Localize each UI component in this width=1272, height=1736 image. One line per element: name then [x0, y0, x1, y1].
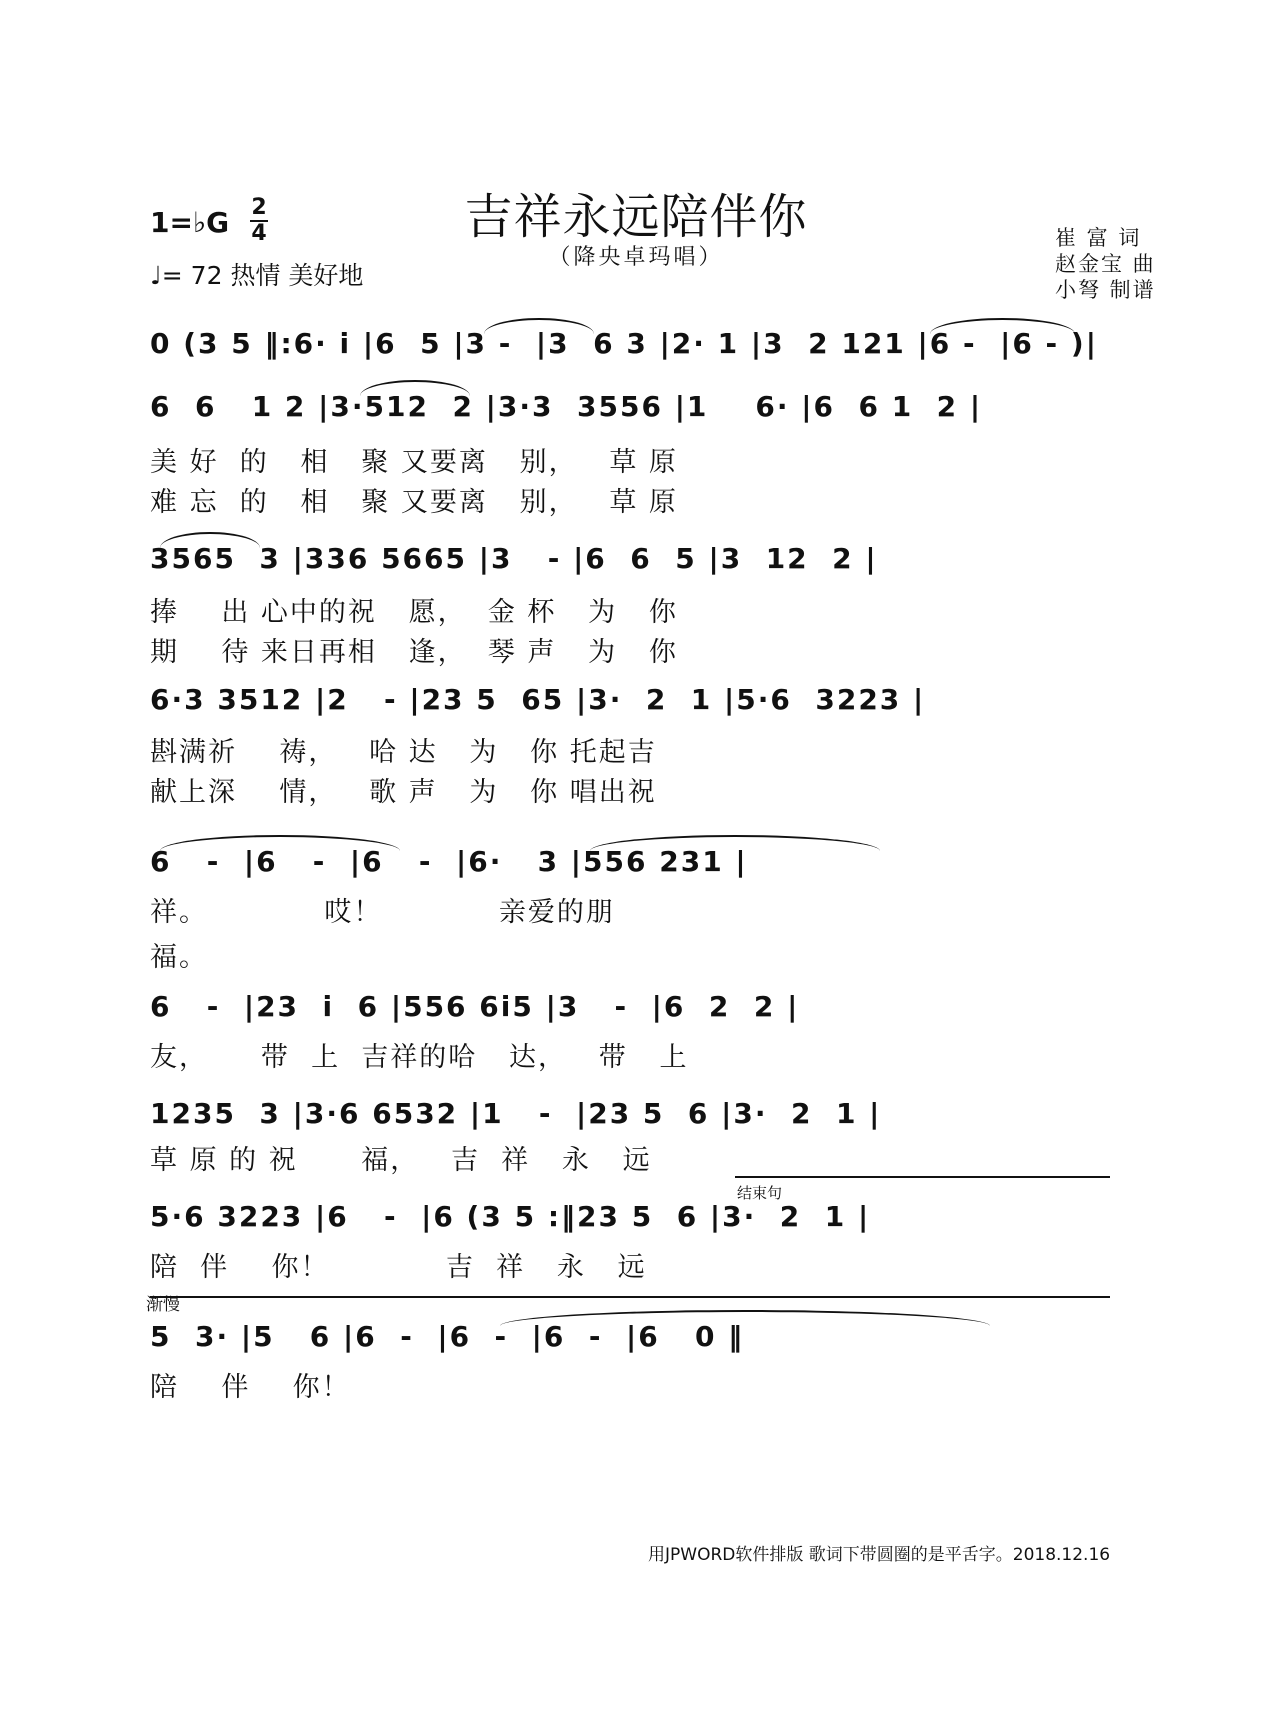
- key-signature: 1=♭G: [150, 206, 230, 239]
- singer-subtitle: （降央卓玛唱）: [548, 245, 724, 270]
- lyrics-line-5-verse-1: 祥。 哎！ 亲爱的朋: [150, 897, 615, 928]
- time-signature-top: 2: [251, 195, 267, 220]
- footer-note: 用JPWORD软件排版 歌词下带圆圈的是平舌字。2018.12.16: [648, 1545, 1111, 1565]
- ending-bracket: [735, 1176, 1110, 1178]
- lyrics-line-7-verse-1: 草 原 的 祝 福， 吉 祥 永 远: [150, 1145, 652, 1176]
- slur-arc: [160, 532, 260, 548]
- credit-composer: 赵金宝 曲: [1055, 252, 1156, 276]
- lyrics-line-2-verse-1: 美 好 的 相 聚 又要离 别， 草 原: [150, 447, 678, 478]
- slur-arc: [160, 835, 400, 851]
- time-signature: [250, 196, 268, 246]
- slur-arc: [484, 318, 594, 334]
- lyrics-line-4-verse-1: 斟满祈 祷， 哈 达 为 你 托起吉: [150, 737, 657, 768]
- lyrics-line-5-verse-2: 福。: [150, 942, 208, 973]
- ritardando-label: 渐慢: [146, 1295, 180, 1315]
- notation-line-7: 1235 3 |3·6 6532 |1 - |23 5 6 |3· 2 1 |: [150, 1097, 882, 1130]
- notation-line-4: 6·3 3512 |2 - |23 5 65 |3· 2 1 |5·6 3223 |: [150, 683, 926, 716]
- credit-lyricist: 崔 富 词: [1055, 226, 1142, 250]
- ending-label: 结束句: [737, 1184, 783, 1202]
- notation-line-3: 3565 3 |336 5665 |3 - |6 6 5 |3 12 2 |: [150, 542, 878, 575]
- lyrics-line-9-verse-1: 陪 伴 你！: [150, 1372, 351, 1403]
- lyrics-line-4-verse-2: 献上深 情， 歌 声 为 你 唱出祝: [150, 777, 657, 808]
- lyrics-line-2-verse-2: 难 忘 的 相 聚 又要离 别， 草 原: [150, 487, 678, 518]
- notation-line-8: 5·6 3223 |6 - |6 (3 5 :‖23 5 6 |3· 2 1 |: [150, 1200, 871, 1233]
- notation-line-9: 5 3· |5 6 |6 - |6 - |6 - |6 0 ‖: [150, 1320, 745, 1353]
- ritardando-bracket: [150, 1296, 1110, 1298]
- notation-line-6: 6 - |23 i 6 |556 6i5 |3 - |6 2 2 |: [150, 990, 800, 1023]
- song-title: 吉祥永远陪伴你: [464, 189, 808, 245]
- lyrics-line-3-verse-2: 期 待 来日再相 逢， 琴 声 为 你: [150, 637, 678, 668]
- notation-line-2: 6 6 1 2 |3·512 2 |3·3 3556 |1 6· |6 6 1 2 |: [150, 390, 983, 423]
- lyrics-line-3-verse-1: 捧 出 心中的祝 愿， 金 杯 为 你: [150, 597, 678, 628]
- tempo-marking: ♩= 72 热情 美好地: [150, 261, 364, 290]
- lyrics-line-8-verse-1: 陪 伴 你！ 吉 祥 永 远: [150, 1252, 647, 1283]
- notation-line-5: 6 - |6 - |6 - |6· 3 |556 231 |: [150, 845, 748, 878]
- slur-arc: [590, 835, 880, 851]
- slur-arc: [500, 1310, 990, 1326]
- slur-arc: [930, 318, 1075, 334]
- notation-line-1: 0 (3 5 ‖:6· i |6 5 |3 - |3 6 3 |2· 1 |3 2 121 |6 - |6 - )|: [150, 327, 1098, 360]
- slur-arc: [360, 380, 470, 396]
- time-signature-bottom: 4: [251, 221, 267, 246]
- credit-transcriber: 小弩 制谱: [1055, 278, 1156, 302]
- lyrics-line-6-verse-1: 友， 带 上 吉祥的哈 达， 带 上: [150, 1042, 689, 1073]
